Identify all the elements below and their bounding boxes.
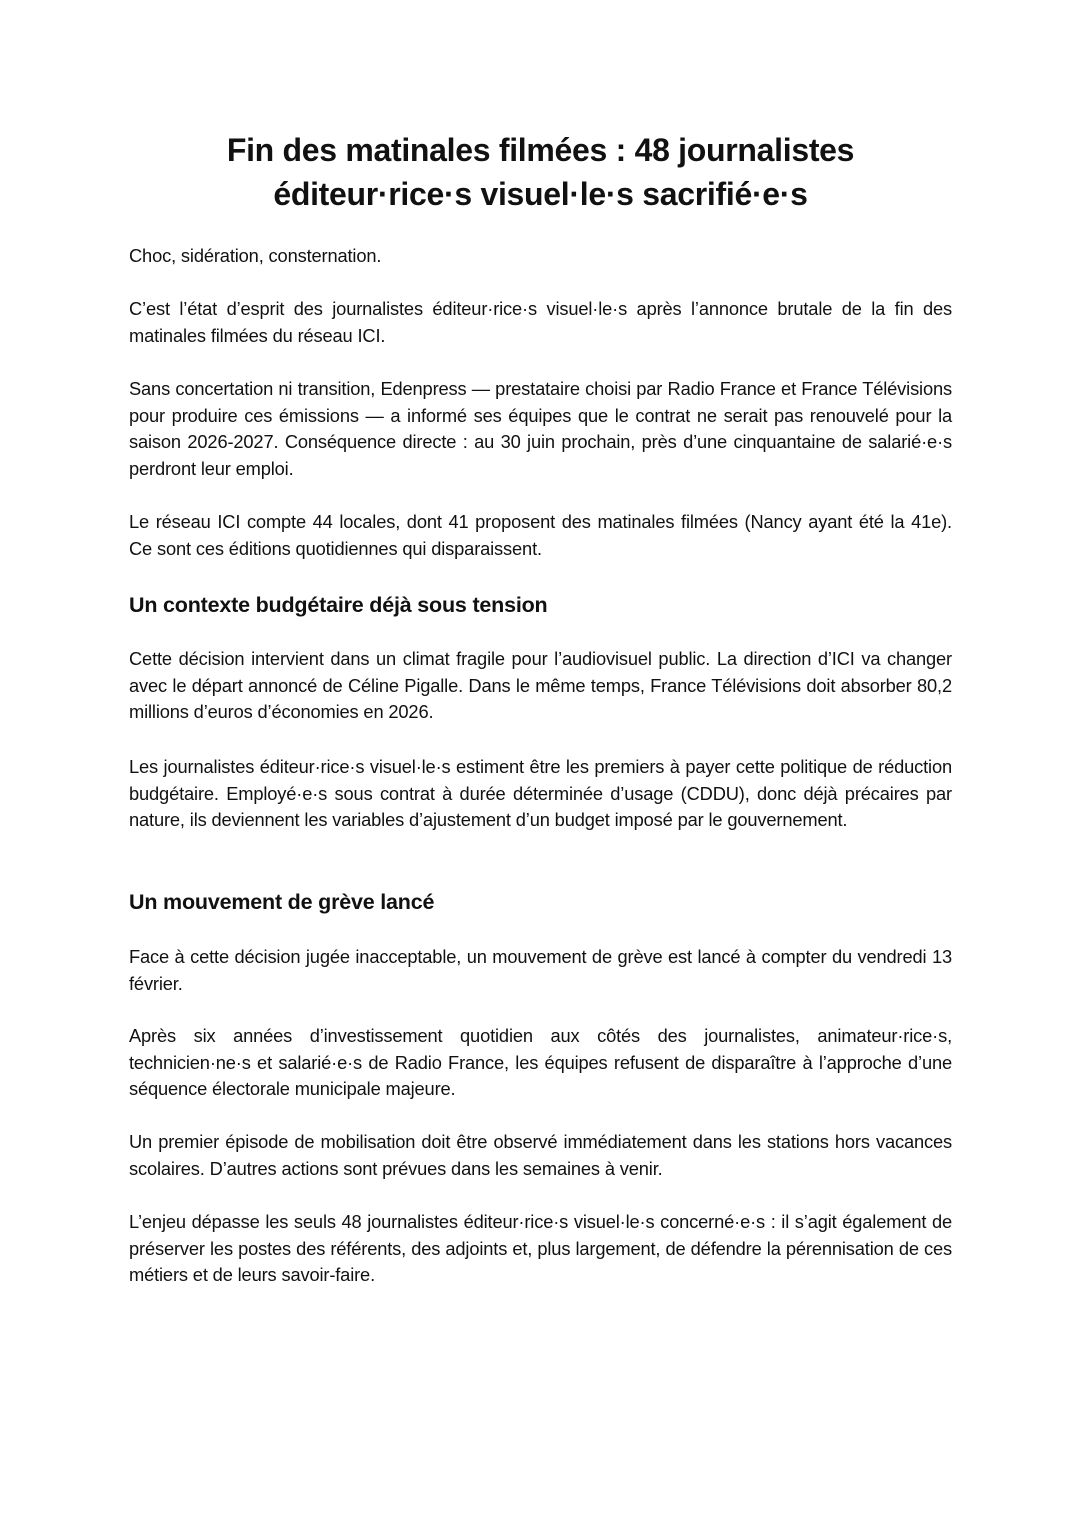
section-heading-budget: Un contexte budgétaire déjà sous tension xyxy=(129,593,548,617)
strike-paragraph-3: Un premier épisode de mobilisation doit être observé immédiatement dans les stations hors vacances scolaires. D’autres actions sont prévues dans les semaines à venir. xyxy=(129,1131,952,1179)
strike-paragraph-4: L’enjeu dépasse les seuls 48 journalistes éditeur·rice·s visuel·le·s concerné·e·s : il s’agit également de préserver les postes des référents, des adjoints et, plus largement, de défendre la pérennisation de ces métiers et de leurs savoir-faire. xyxy=(129,1211,952,1285)
budget-paragraph-2: Les journalistes éditeur·rice·s visuel·le·s estiment être les premiers à payer cette politique de réduction budgétaire. Employé·e·s sous contrat à durée déterminée d’usage (CDDU), donc déjà précaires par nature, ils deviennent les variables d’ajustement d’un budget imposé par le gouvernement. xyxy=(129,756,952,830)
document-title xyxy=(129,128,952,216)
section-heading-strike: Un mouvement de grève lancé xyxy=(129,890,435,914)
strike-paragraph-1: Face à cette décision jugée inacceptable, un mouvement de grève est lancé à compter du vendredi 13 février. xyxy=(129,946,952,994)
strike-paragraph-2: Après six années d’investissement quotidien aux côtés des journalistes, animateur·rice·s, technicien·ne·s et salarié·e·s de Radio France, les équipes refusent de disparaître à l’approche d’une séquence électorale municipale majeure. xyxy=(129,1025,952,1099)
intro-paragraph-4: Le réseau ICI compte 44 locales, dont 41 proposent des matinales filmées (Nancy ayant été la 41e). Ce sont ces éditions quotidiennes qui disparaissent. xyxy=(129,511,952,559)
title-line-2: éditeur·rice·s visuel·le·s sacrifié·e·s xyxy=(273,176,808,212)
intro-paragraph-2: C’est l’état d’esprit des journalistes éditeur·rice·s visuel·le·s après l’annonce brutale de la fin des matinales filmées du réseau ICI. xyxy=(129,298,952,346)
intro-paragraph-3: Sans concertation ni transition, Edenpress — prestataire choisi par Radio France et France Télévisions pour produire ces émissions — a informé ses équipes que le contrat ne serait pas renouvelé pour la saison 2026-2027. Conséquence directe : au 30 juin prochain, près d’une cinquantaine de salarié·e·s perdront leur emploi. xyxy=(129,378,952,479)
title-line-1: Fin des matinales filmées : 48 journalistes xyxy=(226,132,855,168)
intro-paragraph-1: Choc, sidération, consternation. xyxy=(129,245,382,266)
budget-paragraph-1: Cette décision intervient dans un climat fragile pour l’audiovisuel public. La direction d’ICI va changer avec le départ annoncé de Céline Pigalle. Dans le même temps, France Télévisions doit absorber 80,2 millions d’euros d’économies en 2026. xyxy=(129,648,952,722)
